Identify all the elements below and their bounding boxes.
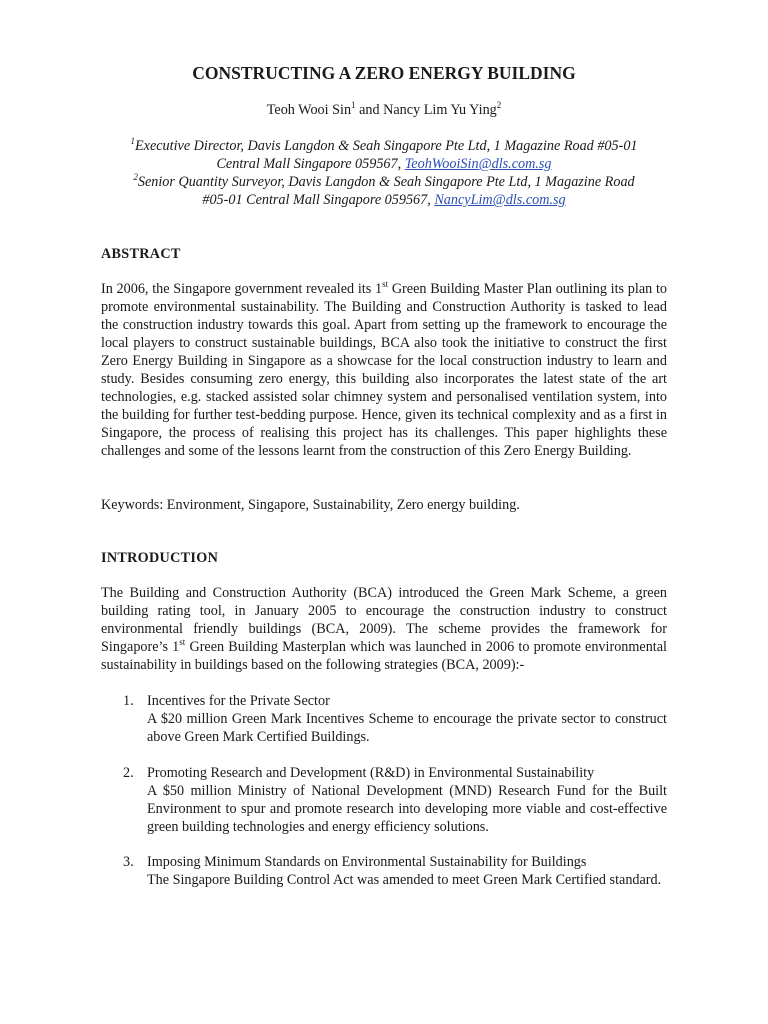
introduction-text-start: The Building and Construction Authority (BCA) introduced the Green Mark Scheme, a green building rating tool, in January 2005 to encourage the construction industry to construct environmental friendly buildings (BCA, 2009). The scheme provides the framework for Singapore’s 1 (101, 585, 667, 655)
list-item-number: 2. (123, 765, 134, 781)
affiliation-1 (80, 137, 688, 173)
introduction-text-rest: Green Building Masterplan which was launched in 2006 to promote environmental sustainability in buildings based on the following strategies (BCA, 2009):- (101, 639, 667, 673)
abstract-paragraph (101, 280, 667, 460)
affiliation-1-line-1: Executive Director, Davis Langdon & Seah Singapore Pte Ltd, 1 Magazine Road #05-01 (134, 138, 638, 154)
abstract-ordinal-superscript: st (382, 279, 389, 289)
abstract-text-rest: Green Building Master Plan outlining its plan to promote environmental sustainability. The Building and Construction Authority is tasked to lead the construction industry towards this goal. Apart from setting up the framework to encourage the local players to construct sustainable buildings, BCA also took the initiative to construct the first Zero Energy Building in Singapore as a showcase for the local construction industry to learn and study. Besides consuming zero energy, this building also incorporates the latest state of the art technologies, e.g. stacked assisted solar chimney system and personalised ventilation system, into the building for further test-bedding purpose. Hence, given its technical complexity and as a first in Singapore, the process of realising this project has its challenges. This paper highlights these challenges and some of the lessons learnt from the construction of this Zero Energy Building. (101, 281, 668, 459)
list-item-body: The Singapore Building Control Act was amended to meet Green Mark Certified standard. (147, 872, 662, 888)
list-item-heading: Imposing Minimum Standards on Environmental Sustainability for Buildings (147, 854, 587, 870)
list-item-body: A $20 million Green Mark Incentives Scheme to encourage the private sector to construct above Green Mark Certified Buildings. (147, 711, 667, 745)
affiliation-2-line-1: Senior Quantity Surveyor, Davis Langdon & Seah Singapore Pte Ltd, 1 Magazine Road (137, 174, 635, 190)
email-link-author-1[interactable]: TeohWooiSin@dls.com.sg (404, 156, 552, 172)
keywords-line: Keywords: Environment, Singapore, Sustainability, Zero energy building. (101, 497, 520, 513)
affiliation-2 (80, 173, 688, 209)
introduction-ordinal-superscript: st (179, 637, 186, 647)
affiliations (80, 137, 688, 209)
list-item-number: 3. (123, 854, 134, 870)
introduction-heading: INTRODUCTION (101, 550, 219, 566)
abstract-text-start: In 2006, the Singapore government revealed its 1 (101, 281, 383, 297)
affiliation-2-superscript: 2 (133, 172, 138, 182)
introduction-paragraph (101, 584, 667, 674)
author-name-1: Teoh Wooi Sin (266, 102, 352, 118)
list-item-heading: Incentives for the Private Sector (147, 693, 330, 709)
author-1-superscript: 1 (351, 100, 356, 110)
affiliation-1-line-2: Central Mall Singapore 059567, (216, 156, 405, 172)
list-item-body: A $50 million Ministry of National Development (MND) Research Fund for the Built Environment to spur and promote research into developing more viable and cost-effective green building technologies and energy efficiency solutions. (147, 783, 667, 835)
affiliation-1-superscript: 1 (130, 136, 135, 146)
author-line (0, 101, 768, 119)
list-item-number: 1. (123, 693, 134, 709)
email-link-author-2[interactable]: NancyLim@dls.com.sg (434, 192, 566, 208)
author-2-superscript: 2 (496, 100, 502, 110)
paper-title: CONSTRUCTING A ZERO ENERGY BUILDING (192, 63, 576, 83)
list-item-heading: Promoting Research and Development (R&D) in Environmental Sustainability (147, 765, 595, 781)
author-name-2: Nancy Lim Yu Ying (383, 102, 497, 118)
abstract-heading: ABSTRACT (101, 246, 181, 262)
affiliation-2-line-2: #05-01 Central Mall Singapore 059567, (202, 192, 435, 208)
author-joiner: and (355, 102, 384, 118)
